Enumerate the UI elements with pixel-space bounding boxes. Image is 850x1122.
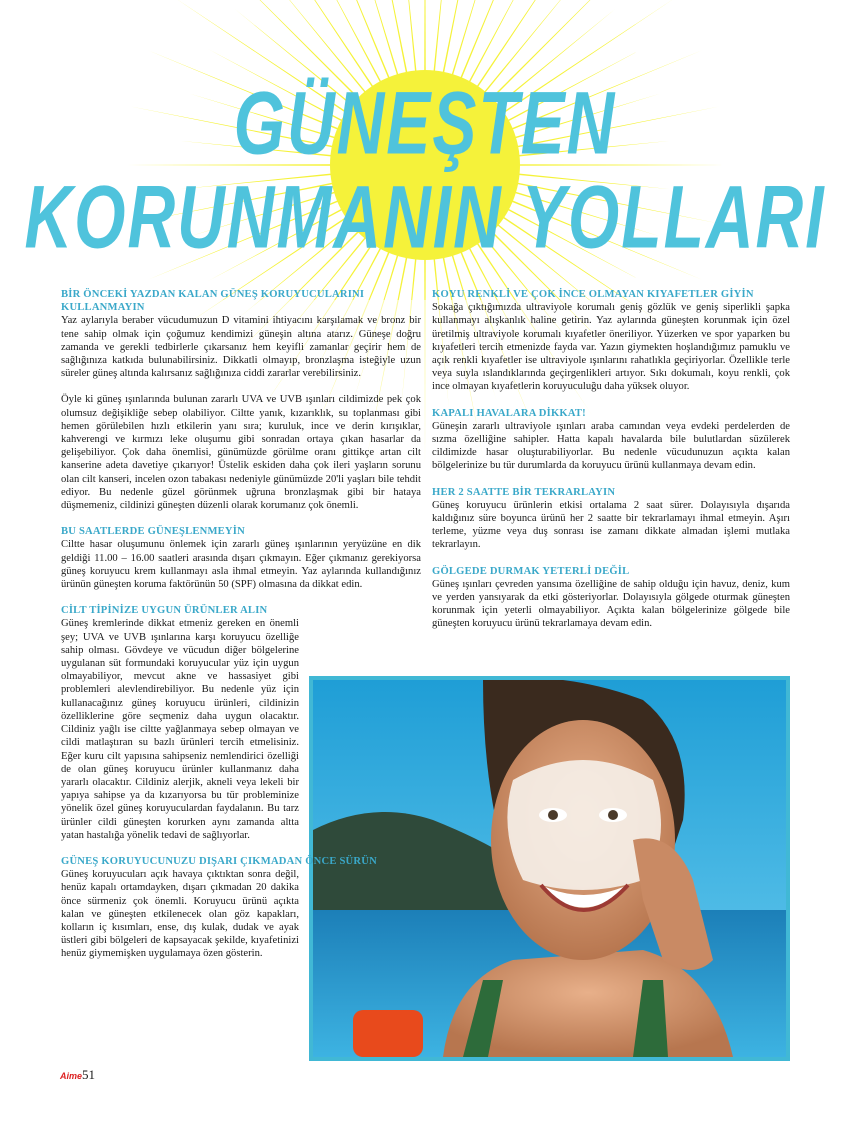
section-paragraph: Güneş koruyucu ürünlerin etkisi ortalama 2 saat sürer. Dolayısıyla dışarıda kaldığınız süre boyunca ürünü her 2 saatte bir tekrarlamayı ihmal etmeyin. Aşırı terleme, yüzme veya duş sonrası ise zamanı dikkate almadan işlemi mutlaka tekrarlayın. [432, 499, 790, 551]
section-reapply-every-2-hours [432, 486, 790, 552]
section-skin-type [61, 604, 421, 842]
section-heading: KAPALI HAVALARA DİKKAT! [432, 407, 586, 419]
section-cloudy-weather [432, 407, 790, 473]
section-paragraph: Güneş kremlerinde dikkat etmeniz gereken en önemli şey; UVA ve UVB ışınlarına karşı koruyucu özelliğe sahip olması. Gövdeye ve vücudun diğer bölgelerine uygulanan süt formundaki koruyucular yüz için uygun olmayabiliyor, mevcut akne ve hassasiyet gibi problemleri alevlendirebiliyor. Bu nedenle yüz için kullanacağınız güneş koruyucu ürünleri, cildinizin özelliklerine göre seçmeniz daha uygun olacaktır. Cildiniz yağlı ise ciltte yağlanmaya sebep olmayan ve cildi matlaştıran su bazlı ürünleri tercih etmelisiniz. Eğer kuru cilt yapısına sahipseniz nemlendirici özelliği de olan güneş koruyucu ürünler kullanmanız daha yararlı olacaktır. Cildiniz alerjik, akneli veya lekeli bir yapıya sahipse ya da kızarıyorsa bu tür probleminize yönelik özel güneş koruyuculardan faydalanın. Bu tarz ürünler cildi güneşten korurken aynı zamanda altta yatan hastalığa yönelik tedavi de sağlıyorlar. [61, 618, 299, 841]
section-old-sunscreen [61, 288, 421, 512]
section-heading: BİR ÖNCEKİ YAZDAN KALAN GÜNEŞ KORUYUCULARINI KULLANMAYIN [61, 289, 365, 314]
page-footer [60, 1067, 95, 1083]
section-paragraph: Ciltte hasar oluşumunu önlemek için zararlı güneş ışınlarının yeryüzüne en dik geldiği 11.00 – 16.00 saatleri arasında dışarı çıkmayın. Eğer çıkmanız gerekiyorsa güneş koruyucu krem kullanmayı asla ihmal etmeyin. Yaz aylarında kullandığınız ürünün güneşten koruma faktörünün 50 (SPF) olmasına da dikkat edin. [61, 539, 421, 591]
section-heading: CİLT TİPİNİZE UYGUN ÜRÜNLER ALIN [61, 605, 268, 617]
section-heading: HER 2 SAATTE BİR TEKRARLAYIN [432, 486, 616, 498]
left-column [61, 288, 421, 974]
section-paragraph: Yaz aylarıyla beraber vücudumuzun D vitamini ihtiyacını karşılamak ve bronz bir tene sahip olmak için çoğumuz kendimizi güneşin altına atarız. Güneşe doğru zamanda ve gerekli tedbirlerle çıkarsanız hem keyifli zamanlar geçirir hem de sağlığınıza katkıda bulunabilirsiniz. Dikkatli olmayıp, bronzlaşma isteğiyle uzun süreler güneş altında kalırsanız sağlığınıza ciddi zararlar verebilirsiniz. [61, 315, 421, 380]
section-paragraph: Sokağa çıktığımızda ultraviyole korumalı geniş gözlük ve geniş siperlikli şapka kullanmayı alışkanlık haline getirin. Yaz aylarında güneşten korunmak için özel üretilmiş ultraviyole korumalı kıyafetler öneriliyor. Yüzerken ve spor yaparken bu kıyafetleri tercih etmenizde fayda var. Yazın giymekten hoşlandığımız pamuklu ve açık renkli kıyafetler ise ultraviyole ışınlarını rahatlıkla geçiriyorlar. Özellikle terle veya suyla ıslandıklarında geçirgenlikleri artıyor. Sıkı dokumalı, koyu renkli, çok ince olmayan kıyafetlerin koruyuculuğu daha yüksek oluyor. [432, 302, 790, 393]
section-heading: KOYU RENKLİ VE ÇOK İNCE OLMAYAN KIYAFETLER GİYİN [432, 289, 754, 300]
right-column [432, 288, 790, 644]
section-shade-not-enough [432, 565, 790, 631]
page-title-line-1: GÜNEŞTEN [233, 72, 617, 173]
page-title-line-2: KORUNMANIN YOLLARI [24, 166, 826, 267]
section-paragraph: Öyle ki güneş ışınlarında bulunan zararlı UVA ve UVB ışınları cildimizde pek çok olumsuz değişikliğe sebep olabiliyor. Ciltte yanık, kızarıklık, su toplanması gibi hemen görülebilen hızlı etkilerin yanı sıra; kuruluk, ince ve derin kırışıklar, kahverengi ve kırmızı leke oluşumu gibi sonradan ortaya çıkan hasarlar da gelişebiliyor. Çok daha önemlisi, günümüzde görülme oranı gittikçe artan cilt kanserine adeta davetiye çıkarıyor! Üstelik eskiden daha çok ileri yaşların sorunu olan cilt kanseri, incelen ozon tabakası nedeniyle günümüzde 20'li yaşları bile tehdit ediyor. Bu nedenle güzel görünmek uğruna bronzlaşmak gibi bir hataya düşmemeniz, cildinizi güneşten düzenli olarak korumanız çok önemli. [61, 394, 421, 512]
section-heading: BU SAATLERDE GÜNEŞLENMEYİN [61, 526, 245, 538]
section-clothing [432, 288, 790, 394]
section-heading: GÖLGEDE DURMAK YETERLİ DEĞİL [432, 565, 630, 577]
section-paragraph: Güneşin zararlı ultraviyole ışınları araba camından veya evdeki perdelerden de sızma özelliğine sahipler. Hatta kapalı havalarda bile bulutlardan süzülerek cildimizde hasar oluşturabiliyorlar. Bu nedenle vücudunuzun açıkta kalan bölgelerinize bu tür durumlarda da koruyucu ürünü kullanmaya devam edin. [432, 420, 790, 472]
section-heading: GÜNEŞ KORUYUCUNUZU DIŞARI ÇIKMADAN ÖNCE SÜRÜN [61, 855, 377, 867]
section-paragraph: Güneş koruyucuları açık havaya çıktıktan sonra değil, henüz kapalı ortamdayken, dışarı çıkmadan 20 dakika önce sürmeniz çok önemli. Koruyucu ürünü açıkta kalan ve güneşten etkilenecek olan göz kapakları, kolların iç kısımları, ense, dış kulak, dudak ve ayak üstleri gibi bölgeleri de kapsayacak şekilde, kıyafetinizi henüz giymemişken uygulamaya özen gösterin. [61, 869, 299, 960]
magazine-logo: Aime [60, 1071, 83, 1081]
page-number: 51 [82, 1067, 96, 1082]
section-apply-before-going-out [61, 855, 421, 961]
section-paragraph: Güneş ışınları çevreden yansıma özelliğine de sahip olduğu için havuz, deniz, kum ve yerden yansıyarak da etki gösteriyorlar. Dolayısıyla gölgede oturmak güneşten korunmak için yeterli olmayabiliyor. Açıkta kalan bölgelerinize gölgede bile güneşten koruyucu ürünü tekrarlamaya devam edin. [432, 578, 790, 630]
section-sunbathing-hours [61, 525, 421, 591]
